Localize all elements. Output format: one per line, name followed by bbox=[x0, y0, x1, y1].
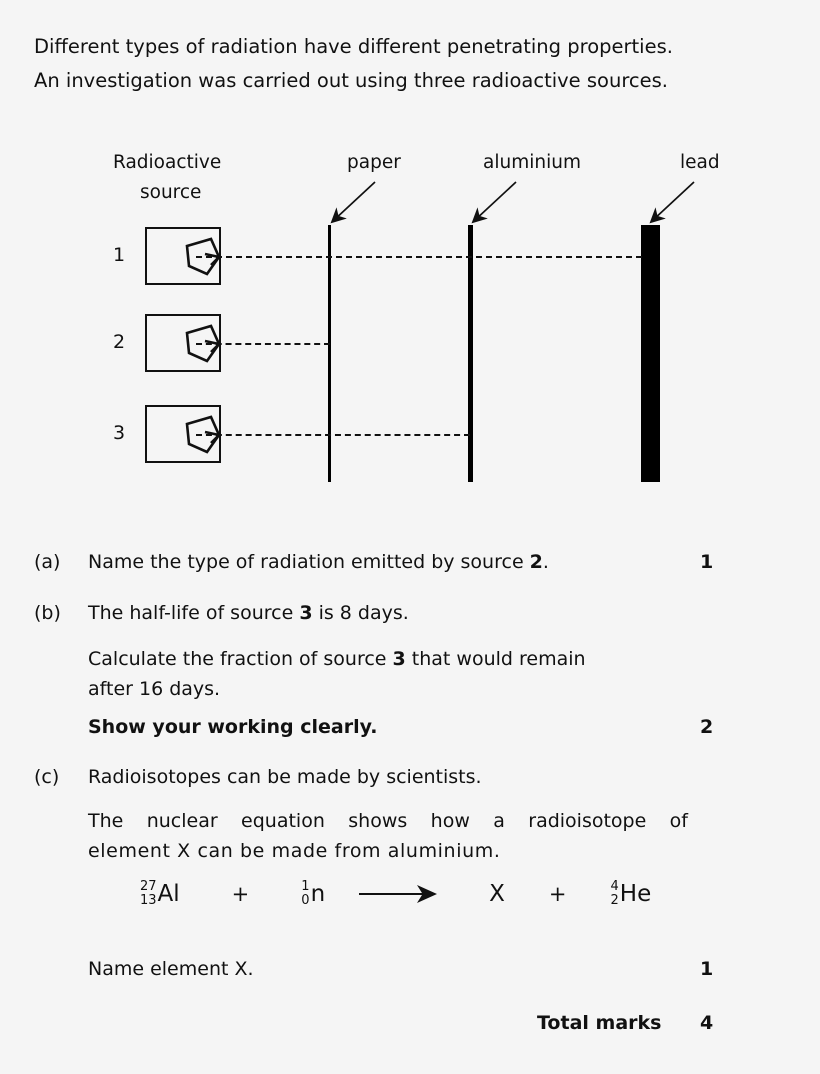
total-marks-label: Total marks bbox=[537, 1012, 662, 1034]
label-paper: paper bbox=[347, 152, 401, 173]
nuclide-aluminium-27 bbox=[140, 880, 180, 908]
radioactive-source-glyph-icon bbox=[169, 408, 225, 460]
radioactive-source-glyph-icon bbox=[169, 230, 225, 282]
radiation-ray-2 bbox=[196, 343, 330, 345]
nuclear-equation bbox=[140, 880, 651, 908]
question-b-mark: 2 bbox=[700, 716, 714, 738]
label-radioactive-source-line1: Radioactive bbox=[113, 152, 222, 173]
source-box-3 bbox=[145, 405, 221, 463]
label-lead: lead bbox=[680, 152, 720, 173]
equation-unknown-element: X bbox=[489, 881, 505, 907]
question-b-calc-end: that would remain bbox=[405, 648, 586, 670]
question-b-text bbox=[88, 599, 409, 627]
source-number-3: 3 bbox=[113, 422, 126, 444]
question-a-text-part: Name the type of radiation emitted by source bbox=[88, 551, 530, 573]
source-box-2 bbox=[145, 314, 221, 372]
question-b-calc-line-2: after 16 days. bbox=[88, 678, 221, 700]
nuclide-helium-numbers bbox=[611, 880, 619, 908]
question-a-text-end: . bbox=[542, 551, 549, 573]
question-a-marker: (a) bbox=[34, 551, 61, 573]
intro-line-1: Different types of radiation have different penetrating properties. bbox=[34, 35, 673, 58]
question-b-text-start: The half-life of source bbox=[88, 602, 300, 624]
label-aluminium: aluminium bbox=[483, 152, 581, 173]
equation-arrow-right-icon bbox=[359, 883, 445, 905]
label-radioactive-source-line2: source bbox=[140, 182, 202, 203]
question-c-explain-line-1: The nuclear equation shows how a radioisotope of bbox=[88, 810, 688, 832]
nuclide-neutron-atomic-number: 0 bbox=[301, 892, 310, 908]
nuclide-aluminium-atomic-number: 13 bbox=[140, 892, 157, 908]
nuclide-aluminium-mass-number: 27 bbox=[140, 879, 157, 894]
barrier-aluminium bbox=[468, 225, 473, 482]
source-number-2: 2 bbox=[113, 331, 126, 353]
intro-paragraph bbox=[34, 30, 794, 98]
question-c-mark: 1 bbox=[700, 958, 714, 980]
intro-line-2: An investigation was carried out using three radioactive sources. bbox=[34, 69, 668, 92]
total-marks-value: 4 bbox=[700, 1012, 714, 1034]
pointer-arrow-lead-icon bbox=[648, 180, 708, 228]
radiation-ray-3 bbox=[196, 434, 470, 436]
source-box-1 bbox=[145, 227, 221, 285]
question-c-explain-line-2: element X can be made from aluminium. bbox=[88, 840, 501, 862]
question-b-calc-start: Calculate the fraction of source bbox=[88, 648, 393, 670]
question-b-calculate-block bbox=[88, 644, 708, 704]
nuclide-helium-mass-number: 4 bbox=[610, 879, 619, 894]
question-c-explanation bbox=[88, 806, 688, 866]
nuclide-aluminium-symbol: Al bbox=[157, 881, 180, 907]
barrier-lead bbox=[641, 225, 660, 482]
barrier-paper bbox=[328, 225, 331, 482]
nuclide-helium-4 bbox=[611, 880, 652, 908]
source-number-1: 1 bbox=[113, 244, 126, 266]
pointer-arrow-paper-icon bbox=[329, 180, 389, 228]
equation-plus-2: + bbox=[548, 882, 567, 906]
nuclide-helium-symbol: He bbox=[619, 881, 652, 907]
question-b-marker: (b) bbox=[34, 602, 61, 624]
radiation-ray-1 bbox=[196, 256, 642, 258]
question-b-source-ref: 3 bbox=[299, 602, 313, 624]
radioactive-source-glyph-icon bbox=[169, 317, 225, 369]
question-b-calc-source-ref: 3 bbox=[392, 648, 406, 670]
nuclide-neutron-mass-number: 1 bbox=[301, 879, 310, 894]
question-b-show-working: Show your working clearly. bbox=[88, 716, 378, 738]
question-a-text bbox=[88, 548, 549, 576]
question-c-name-element: Name element X. bbox=[88, 958, 254, 980]
question-b-calc-line-1 bbox=[88, 644, 708, 674]
question-a-source-ref: 2 bbox=[529, 551, 543, 573]
question-a-mark: 1 bbox=[700, 551, 714, 573]
question-c-text: Radioisotopes can be made by scientists. bbox=[88, 766, 482, 788]
question-b-text-end: is 8 days. bbox=[312, 602, 409, 624]
pointer-arrow-aluminium-icon bbox=[470, 180, 530, 228]
nuclide-helium-atomic-number: 2 bbox=[610, 892, 619, 908]
nuclide-neutron-numbers bbox=[301, 880, 309, 908]
nuclide-aluminium-numbers bbox=[140, 880, 157, 908]
equation-plus-1: + bbox=[231, 882, 250, 906]
nuclide-neutron-symbol: n bbox=[310, 881, 326, 907]
nuclide-neutron bbox=[301, 880, 325, 908]
question-c-marker: (c) bbox=[34, 766, 60, 788]
